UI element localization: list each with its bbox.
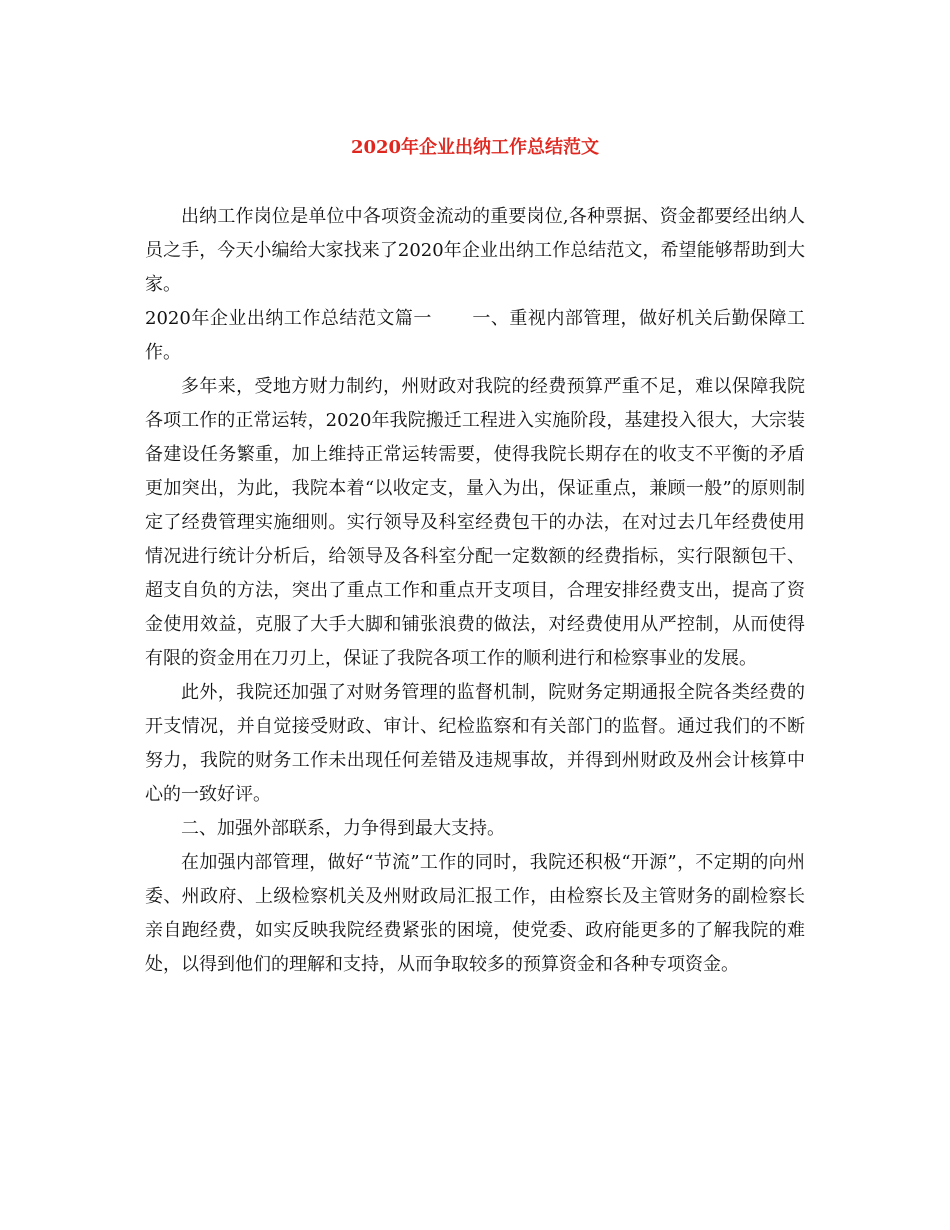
body-paragraph-4: 在加强内部管理，做好“节流”工作的同时，我院还积极“开源”，不定期的向州委、州政府、上级检察机关及州财政局汇报工作，由检察长及主管财务的副检察长亲自跑经费，如实反映我院经费紧张的困境，使党委、政府能更多的了解我院的难处，以得到他们的理解和支持，从而争取较多的预算资金和各种专项资金。 — [145, 852, 805, 975]
document-page — [145, 0, 805, 1230]
body-paragraph-1: 多年来，受地方财力制约，州财政对我院的经费预算严重不足，难以保障我院各项工作的正常运转，2020年我院搬迁工程进入实施阶段，基建投入很大，大宗装备建设任务繁重，加上维持正常运转需要，使得我院长期存在的收支不平衡的矛盾更加突出，为此，我院本着“以收定支，量入为出，保证重点，兼顾一般”的原则制定了经费管理实施细则。实行领导及科室经费包干的办法，在对过去几年经费使用情况进行统计分析后，给领导及各科室分配一定数额的经费指标，实行限额包干、超支自负的方法，突出了重点工作和重点开支项目，合理安排经费支出，提高了资金使用效益，克服了大手大脚和铺张浪费的做法，对经费使用从严控制，从而使得有限的资金用在刀刃上，保证了我院各项工作的顺利进行和检察事业的发展。 — [145, 376, 805, 669]
document-title: 2020年企业出纳工作总结范文 — [350, 137, 600, 158]
section-subheading: 一、重视内部管理，做好机关后勤保障工作。 — [145, 308, 805, 363]
intro-paragraph: 出纳工作岗位是单位中各项资金流动的重要岗位,各种票据、资金都要经出纳人员之手，今天小编给大家找来了2020年企业出纳工作总结范文，希望能够帮助到大家。 — [145, 206, 805, 295]
section-heading: 2020年企业出纳工作总结范文篇一 — [145, 308, 432, 329]
body-paragraph-2: 此外，我院还加强了对财务管理的监督机制，院财务定期通报全院各类经费的开支情况，并自觉接受财政、审计、纪检监察和有关部门的监督。通过我们的不断努力，我院的财务工作未出现任何差错及违规事故，并得到州财政及州会计核算中心的一致好评。 — [145, 682, 805, 805]
body-paragraph-3: 二、加强外部联系，力争得到最大支持。 — [181, 818, 505, 839]
section-heading-paragraph — [145, 302, 805, 370]
document-body — [145, 200, 805, 982]
